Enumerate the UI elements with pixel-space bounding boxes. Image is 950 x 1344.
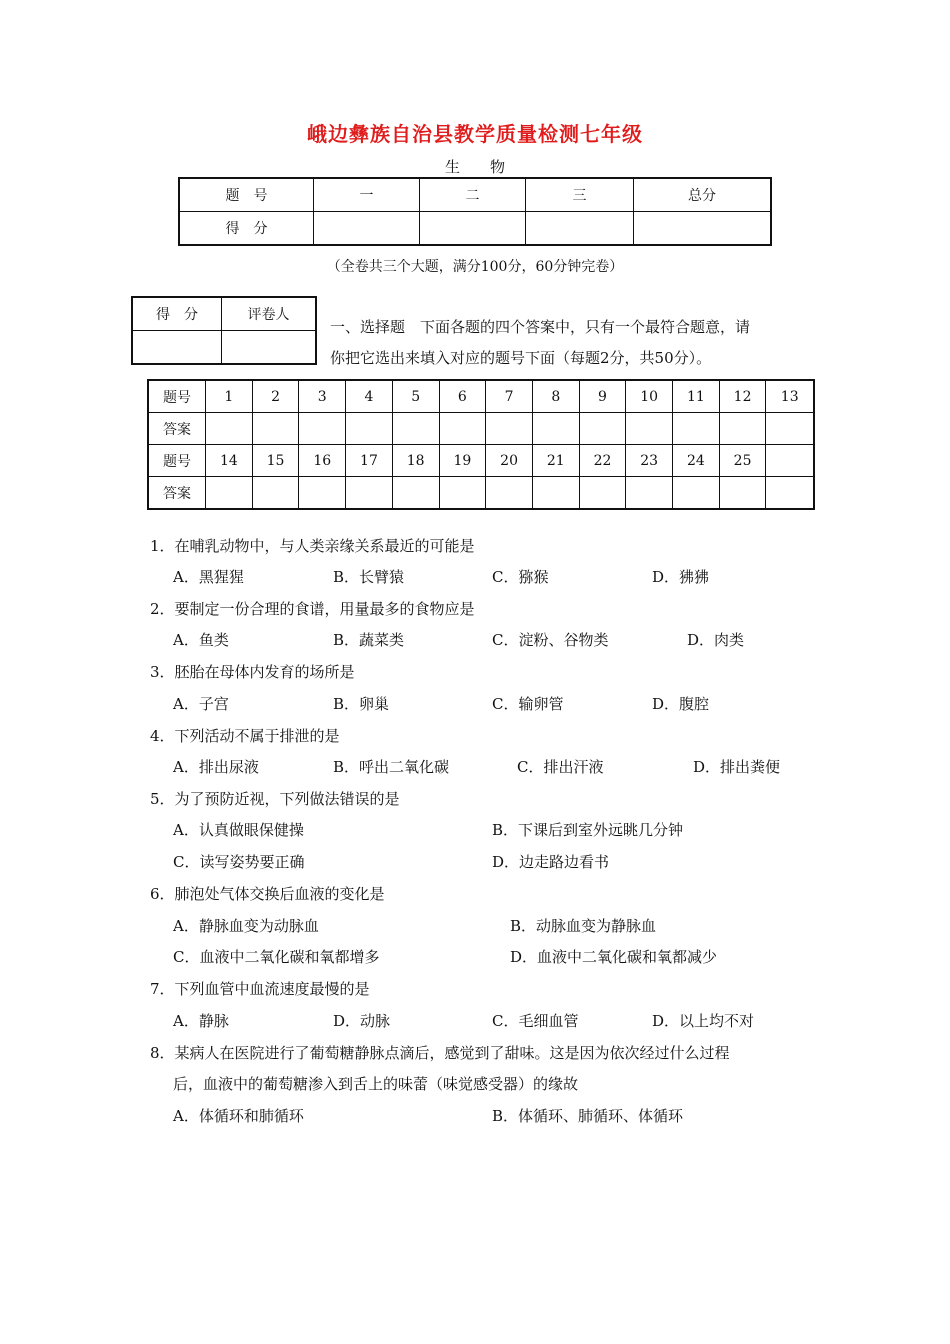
option: C．猕猴 [492,568,549,586]
option: D．排出粪便 [693,758,781,776]
question-stem: 8．某病人在医院进行了葡萄糖静脉点滴后，感觉到了甜味。这是因为依次经过什么过程 [150,1044,730,1062]
answer-cell[interactable] [673,413,720,445]
number-label: 题号 [148,380,206,413]
answer-cell[interactable] [626,413,673,445]
answer-cell[interactable] [206,413,253,445]
question-number: 22 [579,445,626,477]
option: D．以上均不对 [652,1012,755,1030]
question-number: 25 [719,445,766,477]
answer-number-row [148,380,814,413]
question-number: 12 [719,380,766,413]
question-number: 1 [206,380,253,413]
grader-name-label: 评卷人 [222,297,317,331]
score-cell[interactable] [314,212,420,246]
question-number: 8 [532,380,579,413]
question-number: 10 [626,380,673,413]
score-header-label: 题 号 [179,178,314,212]
option: B．下课后到室外远眺几分钟 [492,821,684,839]
answer-cell-row [148,477,814,510]
question-number: 5 [392,380,439,413]
question-number: 11 [673,380,720,413]
answer-cell[interactable] [532,477,579,510]
answer-cell[interactable] [252,477,299,510]
option: C．淀粉、谷物类 [492,631,609,649]
option: C．排出汗液 [517,758,604,776]
question-stem: 6．肺泡处气体交换后血液的变化是 [150,885,385,903]
question-number: 6 [439,380,486,413]
answer-cell-row [148,413,814,445]
answer-label: 答案 [148,413,206,445]
exam-note: （全卷共三个大题，满分100分，60分钟完卷） [326,259,624,275]
answer-cell[interactable] [392,413,439,445]
question-number: 15 [252,445,299,477]
answer-label: 答案 [148,477,206,510]
answer-cell[interactable] [719,413,766,445]
score-header-total: 总分 [634,178,772,212]
question-number: 20 [486,445,533,477]
section-line-2: 你把它选出来填入对应的题号下面（每题2分，共50分）。 [330,349,712,367]
answer-cell[interactable] [579,413,626,445]
option: C．输卵管 [492,695,564,713]
option: C．血液中二氧化碳和氧都增多 [173,948,380,966]
score-header-part2: 二 [420,178,526,212]
answer-cell[interactable] [206,477,253,510]
section-line-1: 一、选择题 下面各题的四个答案中，只有一个最符合题意，请 [330,318,751,336]
option: A．认真做眼保健操 [173,821,304,839]
answer-cell[interactable] [766,413,814,445]
score-header-part3: 三 [526,178,634,212]
option: D．腹腔 [652,695,710,713]
answer-cell[interactable] [346,477,393,510]
option: B．动脉血变为静脉血 [510,917,657,935]
grader-score-label: 得 分 [132,297,222,331]
answer-cell[interactable] [252,413,299,445]
option: C．毛细血管 [492,1012,579,1030]
score-table [178,177,772,246]
option: A．黑猩猩 [173,568,244,586]
option: D．血液中二氧化碳和氧都减少 [510,948,718,966]
option: A．静脉 [173,1012,229,1030]
question-number: 24 [673,445,720,477]
question-stem: 3．胚胎在母体内发育的场所是 [150,663,355,681]
answer-cell[interactable] [532,413,579,445]
option: B．蔬菜类 [333,631,405,649]
question-stem: 4．下列活动不属于排泄的是 [150,727,340,745]
score-header-part1: 一 [314,178,420,212]
option: D．肉类 [687,631,745,649]
option: B．体循环、肺循环、体循环 [492,1107,684,1125]
option: D．边走路边看书 [492,853,610,871]
option: A．排出尿液 [173,758,259,776]
answer-cell[interactable] [439,477,486,510]
answer-cell[interactable] [486,413,533,445]
question-stem-continued: 后，血液中的葡萄糖渗入到舌上的味蕾（味觉感受器）的缘故 [173,1075,579,1093]
answer-cell[interactable] [579,477,626,510]
question-number: 17 [346,445,393,477]
answer-cell[interactable] [299,413,346,445]
answer-cell[interactable] [486,477,533,510]
score-cell[interactable] [634,212,772,246]
option: D．狒狒 [652,568,710,586]
option: B．卵巢 [333,695,390,713]
question-number: 14 [206,445,253,477]
option: B．长臂猿 [333,568,405,586]
score-cell[interactable] [526,212,634,246]
option: D．动脉 [333,1012,391,1030]
answer-number-row [148,445,814,477]
question-number [766,445,814,477]
answer-cell[interactable] [439,413,486,445]
question-number: 23 [626,445,673,477]
option: A．体循环和肺循环 [173,1107,304,1125]
question-number: 3 [299,380,346,413]
answer-table [147,379,815,510]
question-number: 13 [766,380,814,413]
page-title: 峨边彝族自治县教学质量检测七年级 [307,122,643,146]
answer-cell[interactable] [673,477,720,510]
answer-cell[interactable] [766,477,814,510]
subject-label: 生 物 [444,158,505,176]
option: C．读写姿势要正确 [173,853,305,871]
question-number: 4 [346,380,393,413]
section-instructions [330,312,810,374]
question-number: 2 [252,380,299,413]
question-number: 9 [579,380,626,413]
grader-table [131,296,317,365]
answer-cell[interactable] [719,477,766,510]
question-stem: 5．为了预防近视，下列做法错误的是 [150,790,400,808]
option: A．鱼类 [173,631,229,649]
question-number: 16 [299,445,346,477]
question-stem: 1．在哺乳动物中，与人类亲缘关系最近的可能是 [150,537,475,555]
question-number: 19 [439,445,486,477]
score-row-label: 得 分 [179,212,314,246]
option: B．呼出二氧化碳 [333,758,450,776]
question-number: 18 [392,445,439,477]
question-stem: 2．要制定一份合理的食谱，用量最多的食物应是 [150,600,475,618]
grader-name-cell[interactable] [222,331,317,365]
option: A．子宫 [173,695,229,713]
answer-cell[interactable] [346,413,393,445]
answer-cell[interactable] [299,477,346,510]
question-number: 7 [486,380,533,413]
score-cell[interactable] [420,212,526,246]
grader-score-cell[interactable] [132,331,222,365]
option: A．静脉血变为动脉血 [173,917,319,935]
question-number: 21 [532,445,579,477]
question-stem: 7．下列血管中血流速度最慢的是 [150,980,370,998]
answer-cell[interactable] [392,477,439,510]
answer-cell[interactable] [626,477,673,510]
number-label: 题号 [148,445,206,477]
